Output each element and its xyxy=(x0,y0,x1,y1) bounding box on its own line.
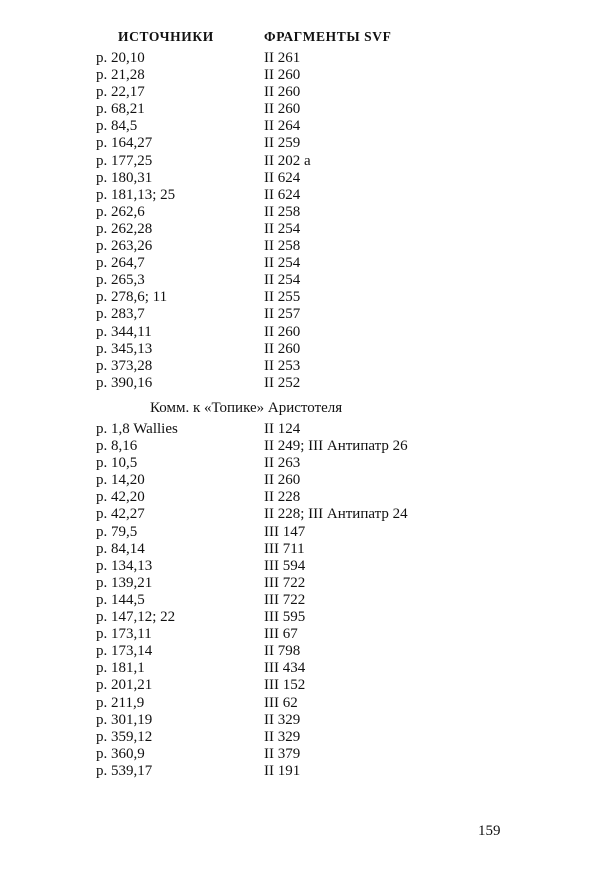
source-reference: p. 264,7 xyxy=(96,255,145,272)
table-row xyxy=(0,101,600,118)
fragment-reference: III 152 xyxy=(264,677,306,694)
table-row xyxy=(0,238,600,255)
fragment-reference: II 254 xyxy=(264,220,301,237)
table-row xyxy=(0,660,600,677)
source-reference: p. 180,31 xyxy=(96,169,153,186)
table-row xyxy=(0,746,600,763)
fragment-reference: II 124 xyxy=(264,421,301,437)
fragment-reference: II 249; III Антипатр 26 xyxy=(264,438,408,455)
source-reference: p. 360,9 xyxy=(96,745,145,762)
fragment-reference: II 260 xyxy=(264,101,301,118)
source-reference: p. 345,13 xyxy=(96,340,153,357)
sources-table-section-2 xyxy=(0,421,600,780)
sources-column-header: ИСТОЧНИКИ xyxy=(118,29,214,44)
source-reference: p. 263,26 xyxy=(96,238,153,255)
table-row xyxy=(0,153,600,170)
page-number: 159 xyxy=(478,823,501,839)
fragment-reference: II 253 xyxy=(264,357,301,374)
fragment-reference: II 260 xyxy=(264,84,301,101)
fragment-reference: III 711 xyxy=(264,540,305,557)
table-row xyxy=(0,306,600,323)
source-reference: p. 42,20 xyxy=(96,489,145,506)
fragment-reference: II 202 a xyxy=(264,152,311,169)
source-reference: p. 10,5 xyxy=(96,455,138,472)
fragment-reference: II 191 xyxy=(264,762,301,779)
fragment-reference: II 258 xyxy=(264,203,301,220)
table-row xyxy=(0,118,600,135)
fragment-reference: II 254 xyxy=(264,272,301,289)
source-reference: p. 262,6 xyxy=(96,203,145,220)
fragment-reference: II 264 xyxy=(264,118,301,135)
fragment-reference: II 252 xyxy=(264,374,301,391)
source-reference: p. 278,6; 11 xyxy=(96,289,168,306)
source-reference: p. 21,28 xyxy=(96,67,145,84)
table-row xyxy=(0,341,600,358)
table-row xyxy=(0,358,600,375)
table-row xyxy=(0,221,600,238)
fragment-reference: II 228 xyxy=(264,489,301,506)
table-row xyxy=(0,677,600,694)
fragment-reference: II 228; III Антипатр 24 xyxy=(264,506,408,523)
source-reference: p. 42,27 xyxy=(96,506,145,523)
fragment-reference: II 260 xyxy=(264,340,301,357)
fragment-reference: III 722 xyxy=(264,574,306,591)
table-row xyxy=(0,170,600,187)
source-reference: p. 173,11 xyxy=(96,626,152,643)
table-row xyxy=(0,729,600,746)
table-row xyxy=(0,50,600,67)
source-reference: p. 84,5 xyxy=(96,118,138,135)
table-row xyxy=(0,763,600,780)
fragments-column-header: ФРАГМЕНТЫ SVF xyxy=(264,29,392,44)
source-reference: p. 147,12; 22 xyxy=(96,609,176,626)
source-reference: p. 68,21 xyxy=(96,101,145,118)
source-reference: p. 144,5 xyxy=(96,591,145,608)
fragment-reference: II 379 xyxy=(264,745,301,762)
table-row xyxy=(0,438,600,455)
fragment-reference: II 263 xyxy=(264,455,301,472)
table-row xyxy=(0,272,600,289)
table-row xyxy=(0,575,600,592)
table-row xyxy=(0,289,600,306)
fragment-reference: III 147 xyxy=(264,523,306,540)
fragment-reference: II 258 xyxy=(264,238,301,255)
source-reference: p. 1,8 Wallies xyxy=(96,421,178,437)
section-title-topica: Комм. к «Топике» Аристотеля xyxy=(150,400,343,416)
source-reference: p. 539,17 xyxy=(96,762,153,779)
table-row xyxy=(0,489,600,506)
source-reference: p. 139,21 xyxy=(96,574,153,591)
table-row xyxy=(0,558,600,575)
fragment-reference: III 434 xyxy=(264,660,306,677)
fragment-reference: III 595 xyxy=(264,609,306,626)
table-row xyxy=(0,187,600,204)
source-reference: p. 177,25 xyxy=(96,152,153,169)
fragment-reference: II 261 xyxy=(264,50,301,66)
table-row xyxy=(0,421,600,438)
fragment-reference: II 624 xyxy=(264,186,301,203)
source-reference: p. 301,19 xyxy=(96,711,153,728)
table-row xyxy=(0,643,600,660)
fragment-reference: II 260 xyxy=(264,323,301,340)
table-row xyxy=(0,84,600,101)
fragment-reference: II 798 xyxy=(264,643,301,660)
fragment-reference: II 259 xyxy=(264,135,301,152)
table-row xyxy=(0,592,600,609)
source-reference: p. 84,14 xyxy=(96,540,145,557)
source-reference: p. 181,13; 25 xyxy=(96,186,176,203)
source-reference: p. 20,10 xyxy=(96,50,145,66)
fragment-reference: III 67 xyxy=(264,626,298,643)
source-reference: p. 173,14 xyxy=(96,643,153,660)
table-row xyxy=(0,524,600,541)
source-reference: p. 22,17 xyxy=(96,84,145,101)
table-row xyxy=(0,695,600,712)
source-reference: p. 181,1 xyxy=(96,660,145,677)
table-row xyxy=(0,626,600,643)
fragment-reference: II 257 xyxy=(264,306,301,323)
source-reference: p. 211,9 xyxy=(96,694,145,711)
table-row xyxy=(0,204,600,221)
fragment-reference: II 329 xyxy=(264,711,301,728)
table-row xyxy=(0,375,600,392)
source-reference: p. 283,7 xyxy=(96,306,145,323)
table-row xyxy=(0,472,600,489)
fragment-reference: II 260 xyxy=(264,472,301,489)
source-reference: p. 390,16 xyxy=(96,374,153,391)
table-row xyxy=(0,455,600,472)
table-row xyxy=(0,324,600,341)
table-row xyxy=(0,712,600,729)
source-reference: p. 265,3 xyxy=(96,272,145,289)
source-reference: p. 79,5 xyxy=(96,523,138,540)
fragment-reference: II 260 xyxy=(264,67,301,84)
source-reference: p. 164,27 xyxy=(96,135,153,152)
table-row xyxy=(0,135,600,152)
fragment-reference: III 62 xyxy=(264,694,298,711)
source-reference: p. 201,21 xyxy=(96,677,153,694)
table-row xyxy=(0,255,600,272)
fragment-reference: II 254 xyxy=(264,255,301,272)
fragment-reference: III 594 xyxy=(264,557,306,574)
fragment-reference: II 329 xyxy=(264,728,301,745)
source-reference: p. 262,28 xyxy=(96,220,153,237)
source-reference: p. 8,16 xyxy=(96,438,138,455)
sources-table-section-1 xyxy=(0,50,600,392)
source-reference: p. 344,11 xyxy=(96,323,152,340)
source-reference: p. 359,12 xyxy=(96,728,153,745)
fragment-reference: III 722 xyxy=(264,591,306,608)
source-reference: p. 373,28 xyxy=(96,357,153,374)
fragment-reference: II 624 xyxy=(264,169,301,186)
table-row xyxy=(0,506,600,523)
table-row xyxy=(0,609,600,626)
table-row xyxy=(0,541,600,558)
source-reference: p. 134,13 xyxy=(96,557,153,574)
source-reference: p. 14,20 xyxy=(96,472,145,489)
table-row xyxy=(0,67,600,84)
fragment-reference: II 255 xyxy=(264,289,301,306)
